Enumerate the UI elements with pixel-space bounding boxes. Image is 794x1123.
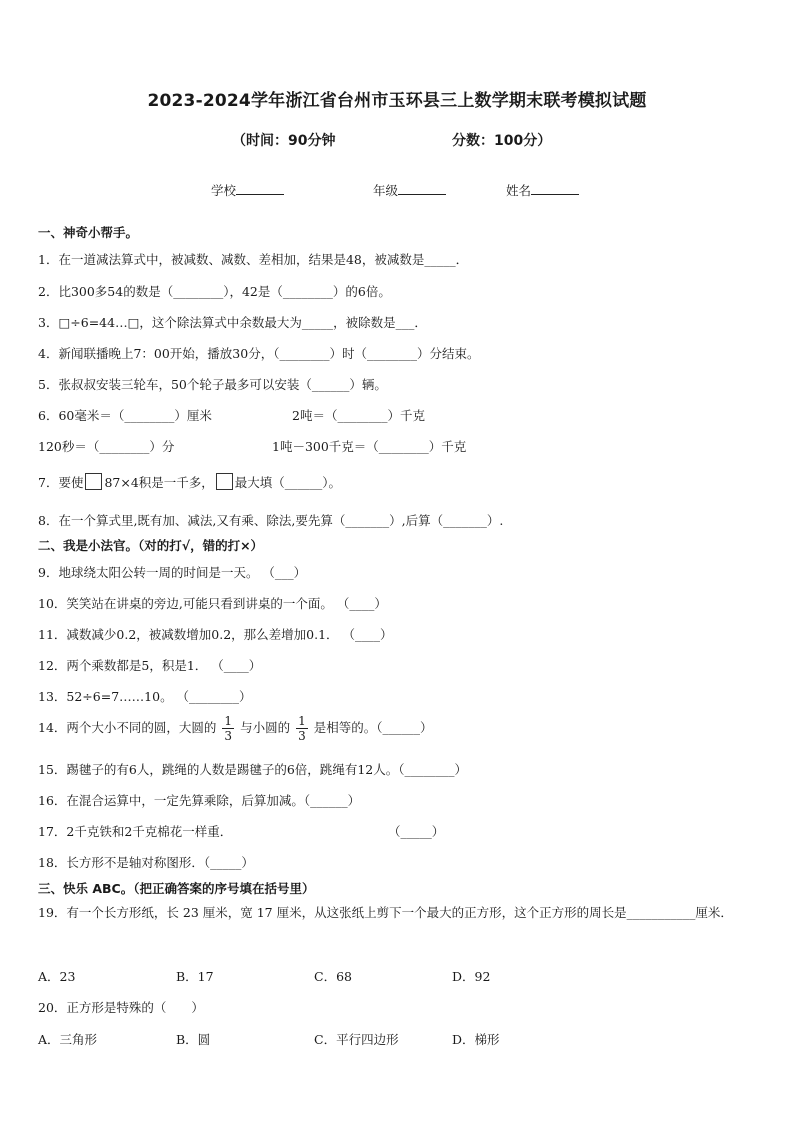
- question-17-answer: （_____）: [388, 824, 445, 839]
- question-7: [38, 473, 341, 491]
- question-19-option-a[interactable]: A．23: [38, 969, 76, 984]
- question-13: 13．52÷6=7……10。 （________）: [38, 689, 252, 704]
- name-label: 姓名: [506, 183, 532, 198]
- fraction-one-third: [222, 714, 234, 743]
- question-9: 9．地球绕太阳公转一周的时间是一天。 （___）: [38, 565, 307, 580]
- question-20: 20．正方形是特殊的（ ）: [38, 1000, 204, 1015]
- question-19-option-b[interactable]: B．17: [176, 969, 214, 984]
- question-6-part-c: 120秒＝（________）分: [38, 439, 175, 454]
- fraction-numerator: 1: [298, 714, 306, 728]
- question-4: 4．新闻联播晚上7：00开始，播放30分，（________）时（________）分结束。: [38, 346, 480, 361]
- question-14-prefix: 14．两个大小不同的圆，大圆的: [38, 720, 217, 735]
- question-14: [38, 714, 432, 743]
- question-1: 1．在一道减法算式中，被减数、减数、差相加，结果是48，被减数是_____．: [38, 252, 469, 267]
- section-3-heading: 三、快乐 ABC。（把正确答案的序号填在括号里）: [38, 881, 315, 896]
- section-1-heading: 一、神奇小帮手。: [38, 225, 139, 240]
- question-2: 2．比300多54的数是（________），42是（________）的6倍。: [38, 284, 391, 299]
- question-20-option-b[interactable]: B．圆: [176, 1032, 211, 1047]
- question-3: 3．□÷6=44…□，这个除法算式中余数最大为_____，被除数是___．: [38, 315, 427, 330]
- name-blank[interactable]: [531, 182, 579, 195]
- question-7-prefix: 7．要使: [38, 475, 84, 490]
- exam-score: 分数：100分）: [452, 133, 552, 149]
- grade-label: 年级: [373, 183, 399, 198]
- fraction-denominator: 3: [298, 729, 306, 743]
- school-field: [211, 181, 284, 199]
- question-18: 18．长方形不是轴对称图形．（_____）: [38, 855, 254, 870]
- fraction-one-third: [296, 714, 308, 743]
- question-6-part-b: 2吨＝（________）千克: [292, 408, 425, 423]
- exam-time: （时间：90分钟: [232, 133, 336, 149]
- name-field: [506, 181, 579, 199]
- page-title: 2023-2024学年浙江省台州市玉环县三上数学期末联考模拟试题: [147, 91, 647, 111]
- question-20-option-a[interactable]: A．三角形: [38, 1032, 98, 1047]
- question-19-option-d[interactable]: D．92: [452, 969, 491, 984]
- question-10: 10．笑笑站在讲桌的旁边,可能只看到讲桌的一个面。 （____）: [38, 596, 387, 611]
- question-6-part-d: 1吨－300千克＝（________）千克: [272, 439, 467, 454]
- question-20-option-c[interactable]: C．平行四边形: [314, 1032, 399, 1047]
- question-12: 12．两个乘数都是5，积是1． （____）: [38, 658, 262, 673]
- question-17: 17．2千克铁和2千克棉花一样重．: [38, 824, 233, 839]
- grade-blank[interactable]: [398, 182, 446, 195]
- question-16: 16．在混合运算中，一定先算乘除，后算加减。（______）: [38, 793, 361, 808]
- answer-box[interactable]: [85, 473, 102, 490]
- grade-field: [373, 181, 446, 199]
- question-14-middle: 与小圆的: [240, 720, 291, 735]
- school-label: 学校: [211, 183, 237, 198]
- question-19-option-c[interactable]: C．68: [314, 969, 352, 984]
- question-15: 15．踢毽子的有6人，跳绳的人数是踢毽子的6倍，跳绳有12人。（________）: [38, 762, 467, 777]
- question-19: 19．有一个长方形纸，长 23 厘米，宽 17 厘米，从这张纸上剪下一个最大的正方形，这个正方形的周长是___________厘米．: [38, 905, 733, 920]
- question-14-suffix: 是相等的。（______）: [313, 720, 433, 735]
- question-6-part-a: 6．60毫米＝（________）厘米: [38, 408, 212, 423]
- question-20-option-d[interactable]: D．梯形: [452, 1032, 500, 1047]
- school-blank[interactable]: [236, 182, 284, 195]
- question-7-suffix: 最大填（______）。: [234, 475, 342, 490]
- section-2-heading: 二、我是小法官。（对的打√，错的打×）: [38, 538, 264, 553]
- question-8: 8．在一个算式里,既有加、减法,又有乘、除法,要先算（_______）,后算（_______）.: [38, 513, 504, 528]
- question-5: 5．张叔叔安装三轮车，50个轮子最多可以安装（______）辆。: [38, 377, 387, 392]
- fraction-numerator: 1: [224, 714, 233, 728]
- fraction-denominator: 3: [224, 729, 233, 743]
- answer-box[interactable]: [216, 473, 233, 490]
- question-11: 11．减数减少0.2，被减数增加0.2，那么差增加0.1． （____）: [38, 627, 393, 642]
- question-7-middle: 87×4积是一千多，: [104, 475, 214, 490]
